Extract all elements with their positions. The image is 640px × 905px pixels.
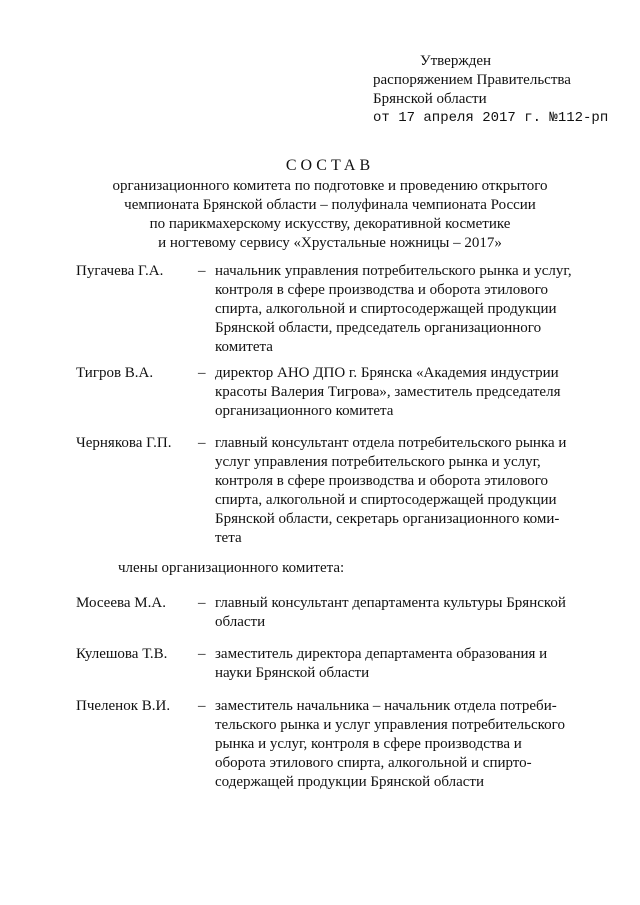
person-name: Чернякова Г.П.	[76, 435, 172, 451]
role-line: спирта, алкогольной и спиртосодержащей продукции	[215, 301, 557, 317]
committee-member-entry	[76, 645, 582, 683]
role-line: тета	[215, 530, 242, 546]
title-line: по парикмахерскому искусству, декоративной косметике	[149, 216, 511, 232]
role-line: рынка и услуг, контроля в сфере производства и	[215, 736, 522, 752]
role-line: контроля в сфере производства и оборота этилового	[215, 473, 548, 489]
person-role	[215, 364, 582, 421]
member-role	[215, 594, 582, 632]
role-line: комитета	[215, 339, 273, 355]
title-line: и ногтевому сервису «Хрустальные ножницы – 2017»	[158, 235, 502, 251]
committee-entry	[76, 262, 582, 357]
role-line: организационного комитета	[215, 403, 394, 419]
committee-entry	[76, 364, 582, 421]
title-line: чемпионата Брянской области – полуфинала чемпионата России	[124, 197, 536, 213]
member-name: Пчеленок В.И.	[76, 698, 171, 714]
role-line: красоты Валерия Тигрова», заместитель председателя	[215, 384, 561, 400]
committee-entry	[76, 434, 582, 548]
role-line: главный консультант департамента культуры Брянской	[215, 595, 566, 611]
role-line: услуг управления потребительского рынка и услуг,	[215, 454, 541, 470]
member-role	[215, 697, 582, 792]
role-line: науки Брянской области	[215, 665, 370, 681]
document-title	[40, 156, 620, 253]
approval-line-approved: Утвержден	[420, 53, 492, 69]
dash-separator: –	[198, 263, 206, 279]
role-line: директор АНО ДПО г. Брянска «Академия индустрии	[215, 365, 559, 381]
role-line: содержащей продукции Брянской области	[215, 774, 485, 790]
dash-separator: –	[198, 646, 206, 662]
role-line: Брянской области, секретарь организационного коми-	[215, 511, 560, 527]
members-heading: члены организационного комитета:	[118, 560, 345, 576]
role-line: заместитель директора департамента образования и	[215, 646, 548, 662]
role-line: контроля в сфере производства и оборота этилового	[215, 282, 548, 298]
role-line: тельского рынка и услуг управления потребительского	[215, 717, 565, 733]
person-name: Тигров В.А.	[76, 365, 154, 381]
role-line: заместитель начальника – начальник отдела потреби-	[215, 698, 557, 714]
role-line: области	[215, 614, 266, 630]
dash-separator: –	[198, 435, 206, 451]
person-name: Пугачева Г.А.	[76, 263, 164, 279]
role-line: спирта, алкогольной и спиртосодержащей продукции	[215, 492, 557, 508]
approval-line-region: Брянской области	[373, 91, 487, 107]
dash-separator: –	[198, 365, 206, 381]
approval-block	[373, 52, 633, 128]
dash-separator: –	[198, 698, 206, 714]
member-role	[215, 645, 582, 683]
person-role	[215, 262, 582, 357]
dash-separator: –	[198, 595, 206, 611]
approval-line-date-number: от 17 апреля 2017 г. №112-рп	[373, 110, 609, 126]
title-heading: СОСТАВ	[285, 157, 375, 174]
approval-line-order: распоряжением Правительства	[373, 72, 571, 88]
role-line: начальник управления потребительского рынка и услуг,	[215, 263, 572, 279]
role-line: оборота этилового спирта, алкогольной и спирто-	[215, 755, 532, 771]
title-line: организационного комитета по подготовке и проведению открытого	[112, 178, 548, 194]
member-name: Мосеева М.А.	[76, 595, 166, 611]
role-line: главный консультант отдела потребительского рынка и	[215, 435, 567, 451]
person-role	[215, 434, 582, 548]
role-line: Брянской области, председатель организационного	[215, 320, 542, 336]
committee-member-entry	[76, 594, 582, 632]
member-name: Кулешова Т.В.	[76, 646, 168, 662]
committee-member-entry	[76, 697, 582, 792]
